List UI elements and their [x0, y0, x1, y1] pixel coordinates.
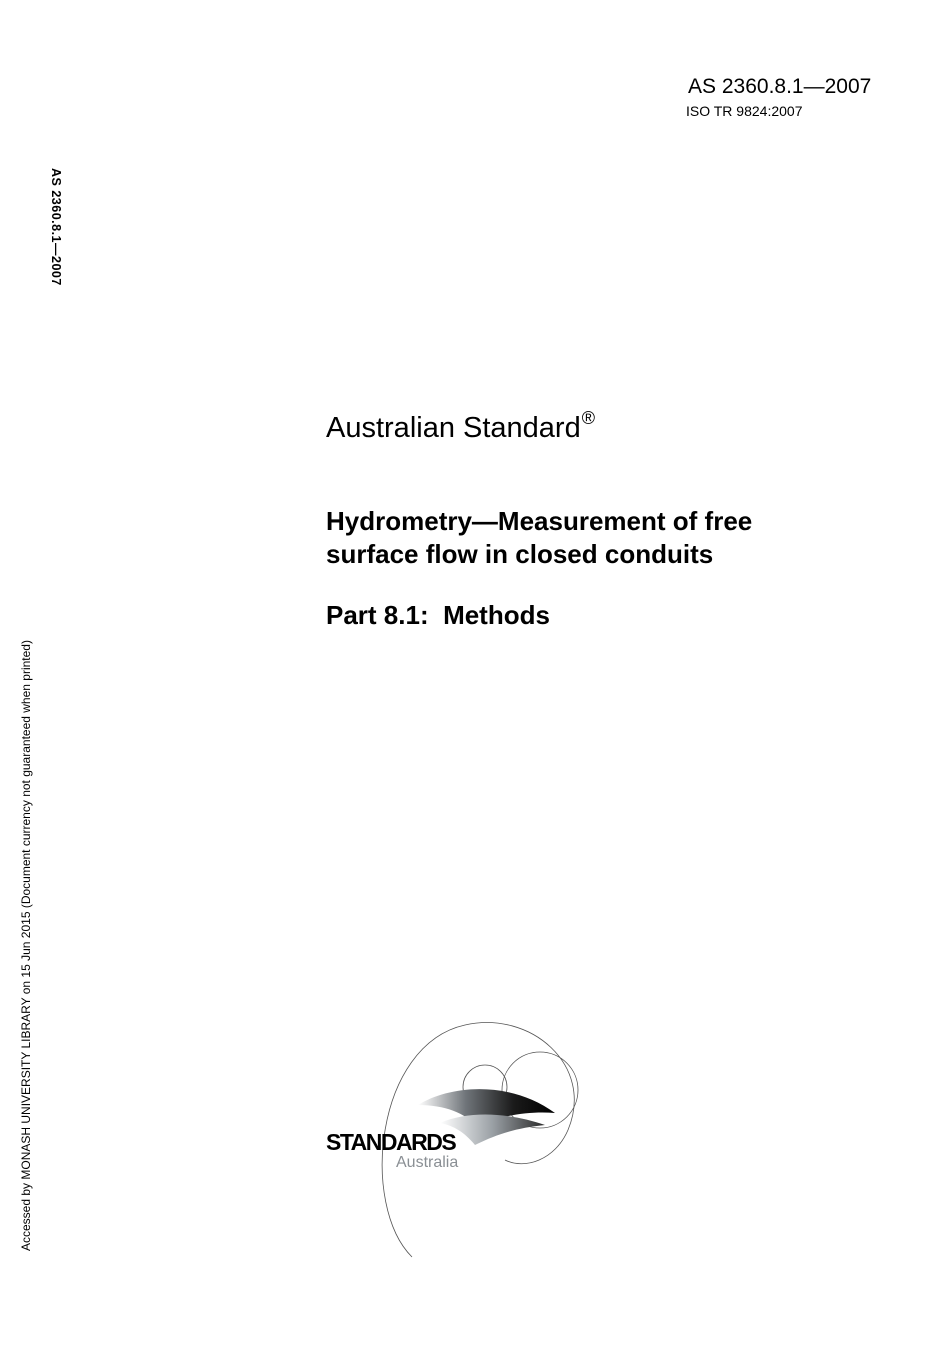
standard-number: AS 2360.8.1—2007: [688, 75, 872, 98]
access-note: Accessed by MONASH UNIVERSITY LIBRARY on 15 Jun 2015 (Document currency not guaranteed when printed): [19, 640, 33, 1251]
logo-word-australia: Australia: [396, 1154, 459, 1171]
title-line-1: Hydrometry—Measurement of free: [326, 506, 753, 536]
iso-number: ISO TR 9824:2007: [686, 103, 803, 119]
standards-australia-logo: [300, 985, 600, 1275]
logo-medium-circle: [502, 1052, 578, 1128]
part-label: Part 8.1:: [326, 600, 429, 630]
title-line-2: surface flow in closed conduits: [326, 539, 714, 569]
logo-swoosh-lower: [440, 1115, 545, 1145]
brand-name: Australian Standard: [326, 412, 581, 444]
spine-standard-number: AS 2360.8.1—2007: [49, 168, 63, 286]
logo-word-standards: STANDARDS: [326, 1129, 456, 1155]
registered-mark: ®: [581, 408, 595, 428]
document-title: [326, 505, 846, 571]
part-title: [326, 599, 550, 632]
brand-line: [326, 398, 595, 448]
part-name: Methods: [443, 600, 550, 630]
